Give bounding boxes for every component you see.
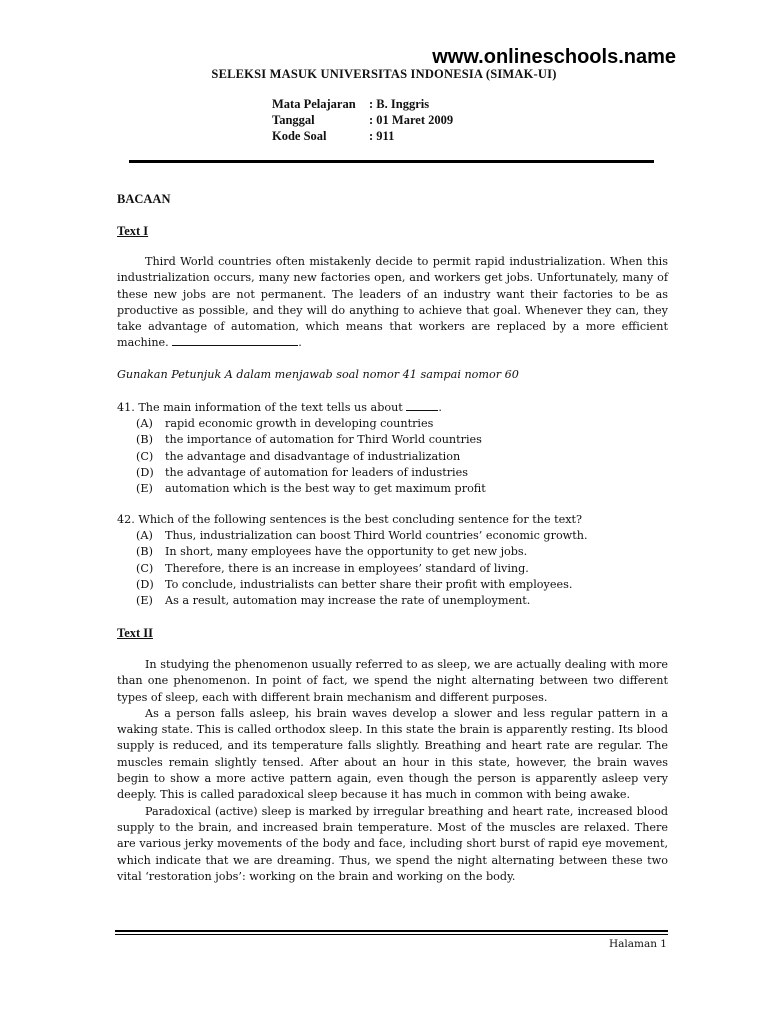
option-label: (B) [136, 545, 153, 559]
website-watermark: www.onlineschools.name [432, 46, 676, 68]
answer-blank [172, 335, 298, 346]
meta-row [272, 129, 453, 145]
meta-value: : B. Inggris [369, 97, 430, 111]
meta-key: Kode Soal [272, 129, 327, 143]
option-e[interactable] [117, 481, 668, 497]
option-label: (A) [136, 417, 153, 431]
option-text: As a result, automation may increase the rate of unemployment. [165, 594, 531, 608]
option-d[interactable] [117, 577, 668, 593]
option-a[interactable] [117, 528, 668, 544]
meta-key: Mata Pelajaran [272, 97, 356, 111]
option-b[interactable] [117, 432, 668, 448]
text1-tail: . [298, 336, 302, 350]
text1-title: Text I [117, 224, 149, 238]
section-title: BACAAN [117, 192, 171, 206]
option-label: (D) [136, 577, 154, 591]
option-label: (B) [136, 433, 153, 447]
footer-divider [115, 930, 668, 932]
text2-body [117, 657, 668, 885]
header-divider [129, 160, 654, 163]
option-label: (C) [136, 449, 154, 463]
text2-paragraph: As a person falls asleep, his brain waves develop a slower and less regular pattern in a waking state. This is called orthodox sleep. In this state the brain is apparently resting. Its blood supply is reduced, and its temperature falls slightly. Breathing and heart rate are regular. The muscles remain slightly tensed. After about an hour in this state, however, the brain waves begin to show a more active pattern again, even though the person is apparently asleep very deeply. This is called paradoxical sleep because it has much in common with being awake. [117, 706, 668, 802]
text1-body [117, 254, 668, 352]
question-stem: 42. Which of the following sentences is the best concluding sentence for the text? [117, 513, 583, 526]
meta-value: : 911 [369, 129, 395, 143]
option-label: (E) [136, 482, 153, 496]
option-text: Therefore, there is an increase in employees’ standard of living. [165, 561, 529, 575]
option-text: automation which is the best way to get maximum profit [165, 482, 486, 496]
text2-title: Text II [117, 626, 154, 640]
text2-paragraph: In studying the phenomenon usually referred to as sleep, we are actually dealing with more than one phenomenon. In point of fact, we spend the night alternating between two different types of sleep, each with different brain mechanism and different purposes. [117, 658, 668, 704]
option-d[interactable] [117, 465, 668, 481]
option-text: In short, many employees have the opportunity to get new jobs. [165, 545, 528, 559]
option-label: (D) [136, 465, 154, 479]
exam-title: SELEKSI MASUK UNIVERSITAS INDONESIA (SIMAK-UI) [211, 67, 557, 81]
option-text: the advantage of automation for leaders of industries [165, 465, 468, 479]
question-42 [117, 512, 668, 609]
exam-meta [272, 97, 453, 145]
meta-key: Tanggal [272, 113, 315, 127]
meta-row [272, 97, 453, 113]
option-text: rapid economic growth in developing countries [165, 417, 434, 431]
answer-blank [406, 400, 438, 411]
text1-paragraph: Third World countries often mistakenly decide to permit rapid industrialization. When this industrialization occurs, many new factories open, and workers get jobs. Unfortunately, many of these new jobs are not permanent. The leaders of an industry want their factories to be as productive as possible, and they will do anything to achieve that goal. Whenever they can, they take advantage of automation, which means that workers are replaced by a more efficient machine. [117, 255, 668, 350]
option-c[interactable] [117, 561, 668, 577]
option-text: To conclude, industrialists can better share their profit with employees. [165, 577, 573, 591]
option-e[interactable] [117, 593, 668, 609]
meta-value: : 01 Maret 2009 [369, 113, 454, 127]
option-text: the advantage and disadvantage of industrialization [165, 449, 461, 463]
option-label: (E) [136, 594, 153, 608]
footer-divider-thin [115, 934, 668, 935]
option-b[interactable] [117, 544, 668, 560]
question-41 [117, 400, 668, 497]
option-label: (C) [136, 561, 154, 575]
text2-paragraph: Paradoxical (active) sleep is marked by irregular breathing and heart rate, increased blood supply to the brain, and increased brain temperature. Most of the muscles are relaxed. There are various jerky movements of the body and face, including short burst of rapid eye movement, which indicate that we are dreaming. Thus, we spend the night alternating between these two vital ‘restoration jobs’: working on the brain and working on the body. [117, 804, 668, 883]
option-c[interactable] [117, 449, 668, 465]
option-label: (A) [136, 529, 153, 543]
question-stem [117, 400, 668, 416]
page-number: Halaman 1 [608, 938, 667, 950]
option-text: the importance of automation for Third World countries [165, 433, 482, 447]
option-text: Thus, industrialization can boost Third World countries’ economic growth. [165, 529, 588, 543]
stem-tail: . [438, 401, 442, 414]
stem-text: 41. The main information of the text tells us about [117, 401, 407, 414]
instruction: Gunakan Petunjuk A dalam menjawab soal nomor 41 sampai nomor 60 [117, 368, 519, 381]
option-a[interactable] [117, 416, 668, 432]
meta-row [272, 113, 453, 129]
